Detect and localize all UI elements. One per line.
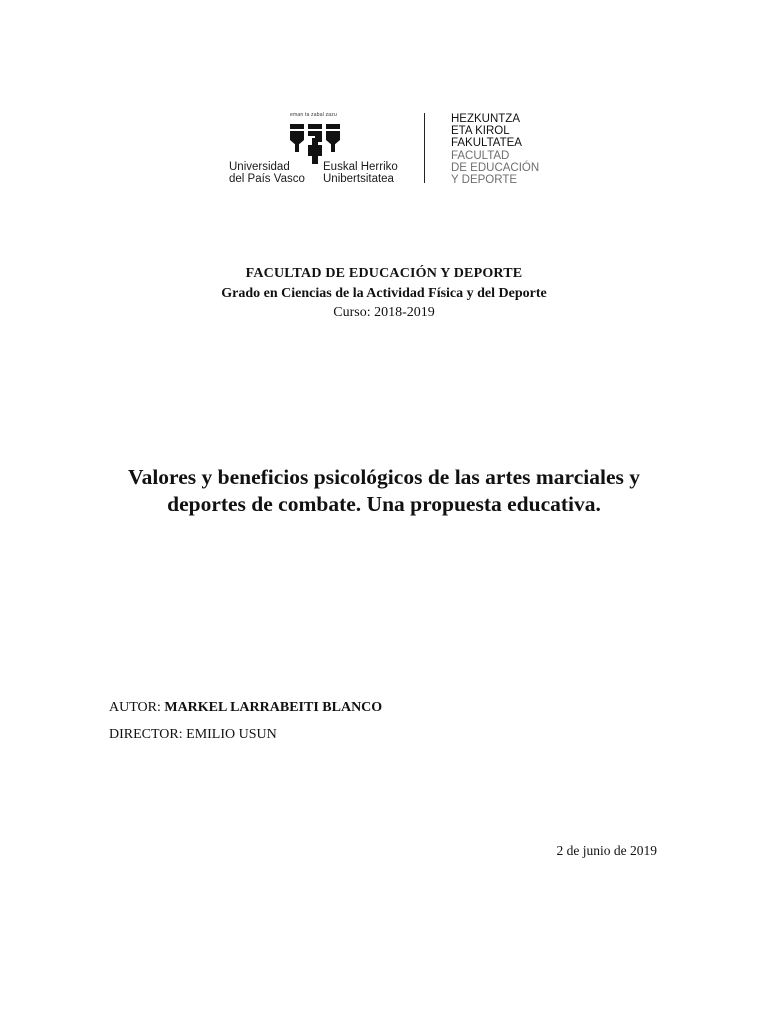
submission-date: 2 de junio de 2019 (556, 843, 657, 858)
university-motto: eman ta zabal zazu (290, 112, 337, 118)
university-logo (226, 112, 406, 188)
director-name: EMILIO USUN (186, 727, 277, 742)
faculty-logo-eu-line: FAKULTATEA (451, 137, 522, 150)
university-name-eu: Euskal Herriko Unibertsitatea (323, 161, 398, 185)
author-name: MARKEL LARRABEITI BLANCO (164, 700, 383, 715)
faculty-logo-es-line: FACULTAD (451, 149, 510, 162)
author-line (109, 700, 382, 716)
logo-divider (424, 113, 425, 183)
faculty-logo (451, 113, 539, 186)
faculty-logo-es-line: Y DEPORTE (451, 174, 518, 187)
faculty-logo-eu-line: HEZKUNTZA (451, 113, 520, 125)
thesis-title: Valores y beneficios psicológicos de las artes marciales y deportes de combate. Una propuesta educativa. (128, 465, 640, 516)
faculty-logo-es-line: DE EDUCACIÓN (451, 161, 540, 174)
degree-name: Grado en Ciencias de la Actividad Física y del Deporte (221, 286, 547, 301)
director-label: DIRECTOR: (109, 727, 183, 742)
faculty-title: FACULTAD DE EDUCACIÓN Y DEPORTE (245, 266, 523, 281)
course-year: Curso: 2018-2019 (333, 305, 435, 320)
author-label: AUTOR: (109, 700, 161, 715)
university-name-es: Universidad del País Vasco (229, 161, 305, 185)
director-line (109, 727, 277, 743)
faculty-logo-eu-line: ETA KIROL (451, 125, 510, 138)
